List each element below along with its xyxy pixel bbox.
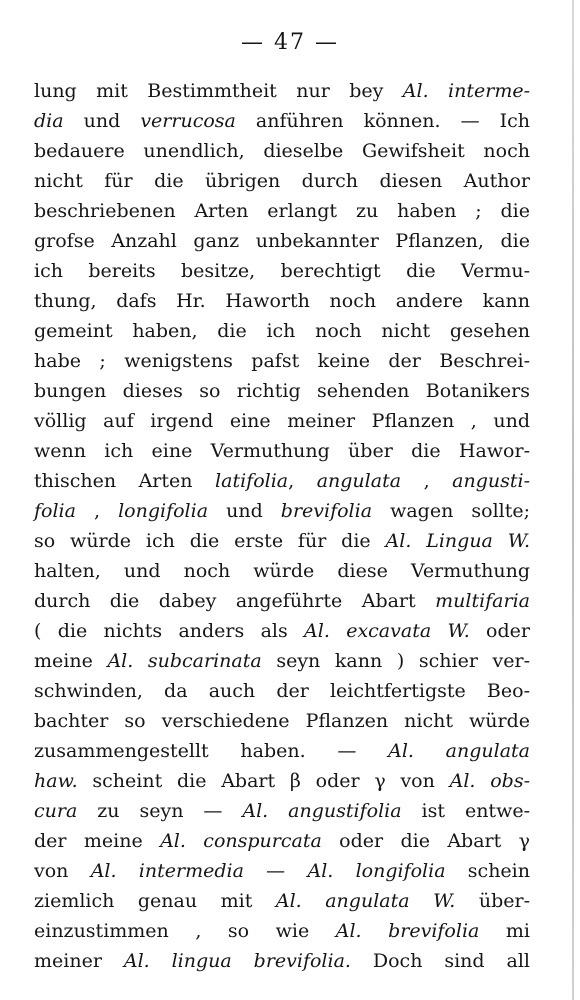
italic-text-segment: angusti-: [452, 470, 530, 492]
text-segment: zu seyn —: [77, 800, 243, 822]
text-line: [34, 946, 530, 976]
italic-text-segment: Al. excavata W.: [304, 620, 470, 642]
text-segment: thischen Arten: [34, 470, 216, 492]
text-line: [34, 766, 530, 796]
text-line: [34, 436, 530, 466]
text-segment: der meine: [34, 830, 161, 852]
text-segment: beschriebenen Arten erlangt zu haben ; die: [34, 200, 530, 222]
text-segment: wagen sollte;: [372, 500, 530, 522]
text-line: [34, 526, 530, 556]
text-line: [34, 826, 530, 856]
text-segment: so würde ich die erste für die: [34, 530, 386, 552]
text-line: [34, 616, 530, 646]
text-segment: oder: [469, 620, 530, 642]
body-text: [34, 76, 530, 976]
text-segment: grofse Anzahl ganz unbekannter Pflanzen, die: [34, 230, 530, 252]
text-segment: anführen können. — Ich: [235, 110, 531, 132]
text-line: [34, 796, 530, 826]
text-segment: seyn kann ) schier ver-: [261, 650, 530, 672]
text-line: [34, 316, 530, 346]
text-segment: oder die Abart γ: [321, 830, 531, 852]
text-segment: thung, dafs Hr. Haworth noch andere kann: [34, 290, 530, 312]
italic-text-segment: Al. intermedia: [90, 860, 244, 882]
italic-text-segment: folia: [34, 500, 76, 522]
italic-text-segment: verrucosa: [140, 110, 236, 132]
text-segment: zusammengestellt haben. —: [34, 740, 389, 762]
italic-text-segment: multifaria: [435, 590, 530, 612]
text-segment: Doch sind all: [350, 950, 530, 972]
text-segment: habe ; wenigstens pafst keine der Beschrei-: [34, 350, 530, 372]
italic-text-segment: Al. subcarinata: [107, 650, 262, 672]
text-segment: ich bereits besitze, berechtigt die Vermu-: [34, 260, 530, 282]
text-line: [34, 706, 530, 736]
italic-text-segment: Al. conspurcata: [160, 830, 322, 852]
text-segment: von: [34, 860, 91, 882]
italic-text-segment: Al. interme-: [402, 80, 530, 102]
text-line: [34, 166, 530, 196]
italic-text-segment: Al. angustifolia: [242, 800, 402, 822]
text-line: [34, 226, 530, 256]
italic-text-segment: Al. obs-: [449, 770, 530, 792]
text-segment: ziemlich genau mit: [34, 890, 276, 912]
text-line: [34, 736, 530, 766]
page-edge-shadow: [572, 0, 574, 1000]
text-line: [34, 406, 530, 436]
text-line: [34, 346, 530, 376]
italic-text-segment: Al. angulata: [388, 740, 530, 762]
text-segment: bungen dieses so richtig sehenden Botanikers: [34, 380, 530, 402]
text-line: [34, 466, 530, 496]
text-segment: über-: [455, 890, 530, 912]
page-number: — 47 —: [241, 30, 339, 55]
text-line: [34, 646, 530, 676]
text-segment: scheint die Abart β oder γ von: [77, 770, 450, 792]
text-line: [34, 886, 530, 916]
text-segment: schwinden, da auch der leichtfertigste Beo-: [34, 680, 530, 702]
italic-text-segment: longifolia: [118, 500, 209, 522]
text-segment: ( die nichts anders als: [34, 620, 305, 642]
italic-text-segment: Al. angulata W.: [275, 890, 456, 912]
text-segment: halten, und noch würde diese Vermuthung: [34, 560, 530, 582]
text-line: [34, 136, 530, 166]
text-segment: einzustimmen , so wie: [34, 920, 336, 942]
text-segment: meiner: [34, 950, 124, 972]
text-line: [34, 106, 530, 136]
italic-text-segment: Al. lingua brevifolia.: [123, 950, 351, 972]
italic-text-segment: latifolia: [215, 470, 289, 492]
text-segment: ,: [401, 470, 453, 492]
italic-text-segment: dia: [34, 110, 64, 132]
text-segment: meine: [34, 650, 108, 672]
text-segment: und: [63, 110, 141, 132]
italic-text-segment: brevifolia: [280, 500, 373, 522]
text-segment: bedauere unendlich, dieselbe Gewifsheit noch: [34, 140, 530, 162]
text-line: [34, 256, 530, 286]
text-segment: mi: [479, 920, 530, 942]
text-line: [34, 196, 530, 226]
text-line: [34, 556, 530, 586]
text-segment: lung mit Bestimmtheit nur bey: [34, 80, 403, 102]
italic-text-segment: haw.: [34, 770, 78, 792]
text-segment: völlig auf irgend eine meiner Pflanzen , und: [34, 410, 530, 432]
text-line: [34, 376, 530, 406]
text-line: [34, 676, 530, 706]
text-segment: durch die dabey angeführte Abart: [34, 590, 436, 612]
text-line: [34, 76, 530, 106]
text-segment: und: [208, 500, 281, 522]
text-line: [34, 856, 530, 886]
text-line: [34, 496, 530, 526]
italic-text-segment: Al. Lingua W.: [385, 530, 531, 552]
text-segment: bachter so verschiedene Pflanzen nicht würde: [34, 710, 530, 732]
italic-text-segment: Al. brevifolia: [335, 920, 480, 942]
text-segment: ,: [75, 500, 119, 522]
text-segment: wenn ich eine Vermuthung über die Hawor-: [34, 440, 530, 462]
text-segment: ist entwe-: [401, 800, 530, 822]
italic-text-segment: angulata: [316, 470, 402, 492]
text-segment: schein: [445, 860, 530, 882]
italic-text-segment: Al. longifolia: [307, 860, 446, 882]
italic-text-segment: cura: [34, 800, 78, 822]
text-line: [34, 286, 530, 316]
text-segment: gemeint haben, die ich noch nicht gesehen: [34, 320, 530, 342]
text-segment: —: [243, 860, 308, 882]
text-line: [34, 586, 530, 616]
text-segment: ,: [288, 470, 317, 492]
text-line: [34, 916, 530, 946]
text-segment: nicht für die übrigen durch diesen Author: [34, 170, 530, 192]
